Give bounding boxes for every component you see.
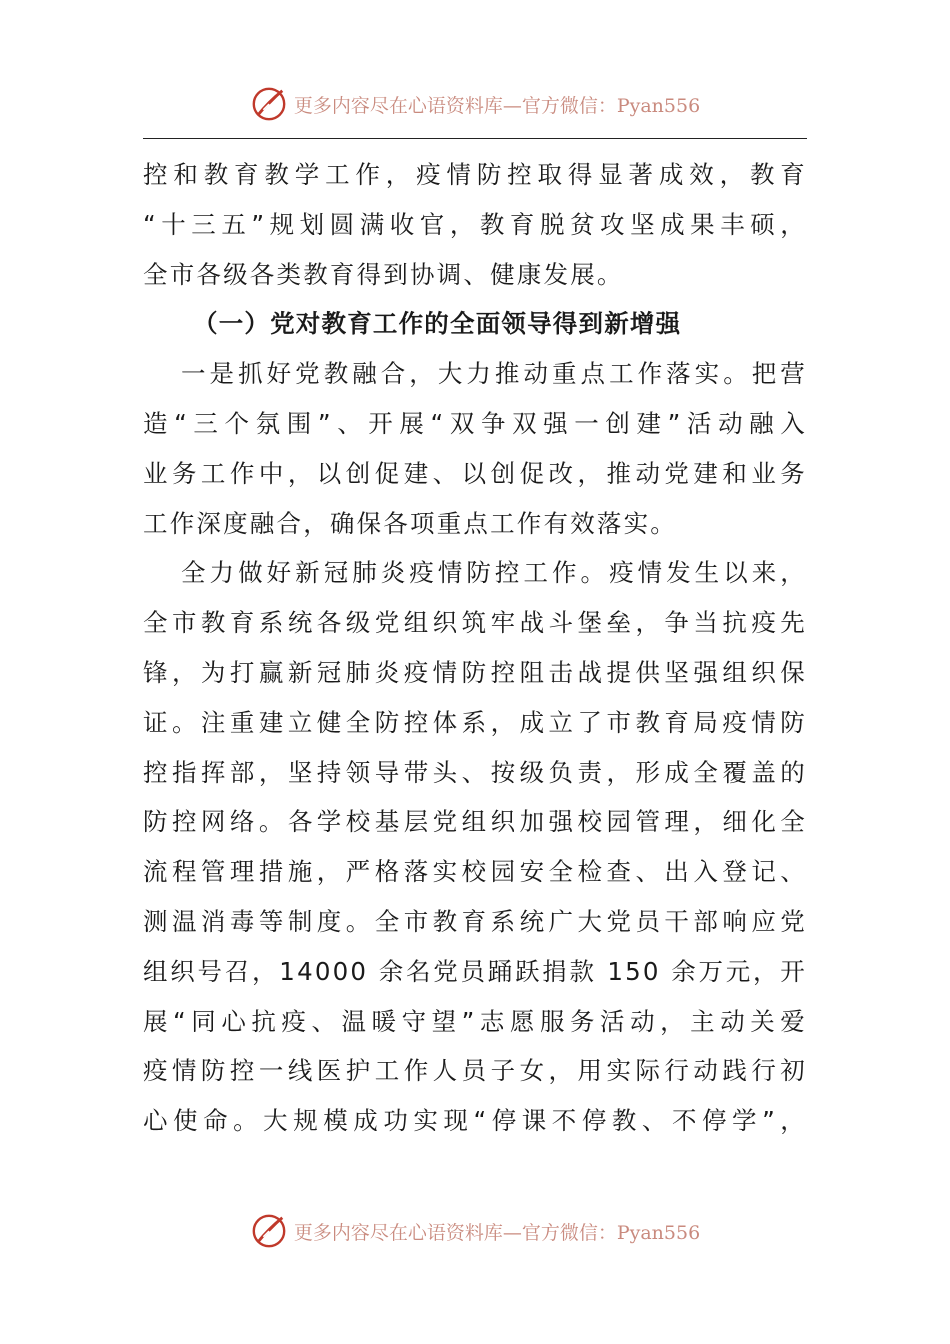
text-line: 一是抓好党教融合，大力推动重点工作落实。把营 — [181, 359, 807, 389]
section-heading: （一）党对教育工作的全面领导得到新增强 — [193, 309, 682, 339]
text-line: 全市各级各类教育得到协调、健康发展。 — [143, 259, 624, 289]
text-line: 心使命。大规模成功实现“停课不停教、不停学”， — [143, 1106, 807, 1136]
text-line: 控和教育教学工作，疫情防控取得显著成效，教育 — [143, 160, 807, 189]
text-line: 防控网络。各学校基层党组织加强校园管理，细化全 — [143, 807, 807, 837]
text-line: 组织号召，14000 余名党员踊跃捐款 150 余万元，开 — [143, 956, 807, 986]
header-divider — [143, 138, 807, 139]
quill-logo-icon — [250, 1212, 288, 1250]
quill-logo-icon — [250, 85, 288, 123]
text-line: 业务工作中，以创促建、以创促改，推动党建和业务 — [143, 458, 807, 488]
text-line: 展“同心抗疫、温暖守望”志愿服务活动，主动关爱 — [143, 1006, 807, 1036]
text-line: 全市教育系统各级党组织筑牢战斗堡垒，争当抗疫先 — [143, 608, 807, 638]
header-watermark-text: 更多内容尽在心语资料库—官方微信：Pyan556 — [293, 94, 701, 117]
text-line: 疫情防控一线医护工作人员子女，用实际行动践行初 — [143, 1056, 807, 1086]
document-body — [143, 150, 807, 1146]
text-line: 全力做好新冠肺炎疫情防控工作。疫情发生以来， — [181, 558, 807, 588]
text-line: “十三五”规划圆满收官，教育脱贫攻坚成果丰硕， — [143, 209, 807, 239]
text-line: 流程管理措施，严格落实校园安全检查、出入登记、 — [143, 857, 807, 887]
footer-watermark-text: 更多内容尽在心语资料库—官方微信：Pyan556 — [293, 1221, 701, 1244]
text-line: 证。注重建立健全防控体系，成立了市教育局疫情防 — [143, 707, 807, 737]
text-line: 造“三个氛围”、开展“双争双强一创建”活动融入 — [143, 408, 807, 438]
footer-watermark — [0, 1211, 950, 1251]
text-line: 控指挥部，坚持领导带头、按级负责，形成全覆盖的 — [143, 757, 807, 787]
text-line: 测温消毒等制度。全市教育系统广大党员干部响应党 — [143, 906, 807, 936]
text-line: 锋，为打赢新冠肺炎疫情防控阻击战提供坚强组织保 — [143, 657, 807, 687]
header-watermark — [0, 84, 950, 124]
text-line: 工作深度融合，确保各项重点工作有效落实。 — [143, 508, 677, 538]
